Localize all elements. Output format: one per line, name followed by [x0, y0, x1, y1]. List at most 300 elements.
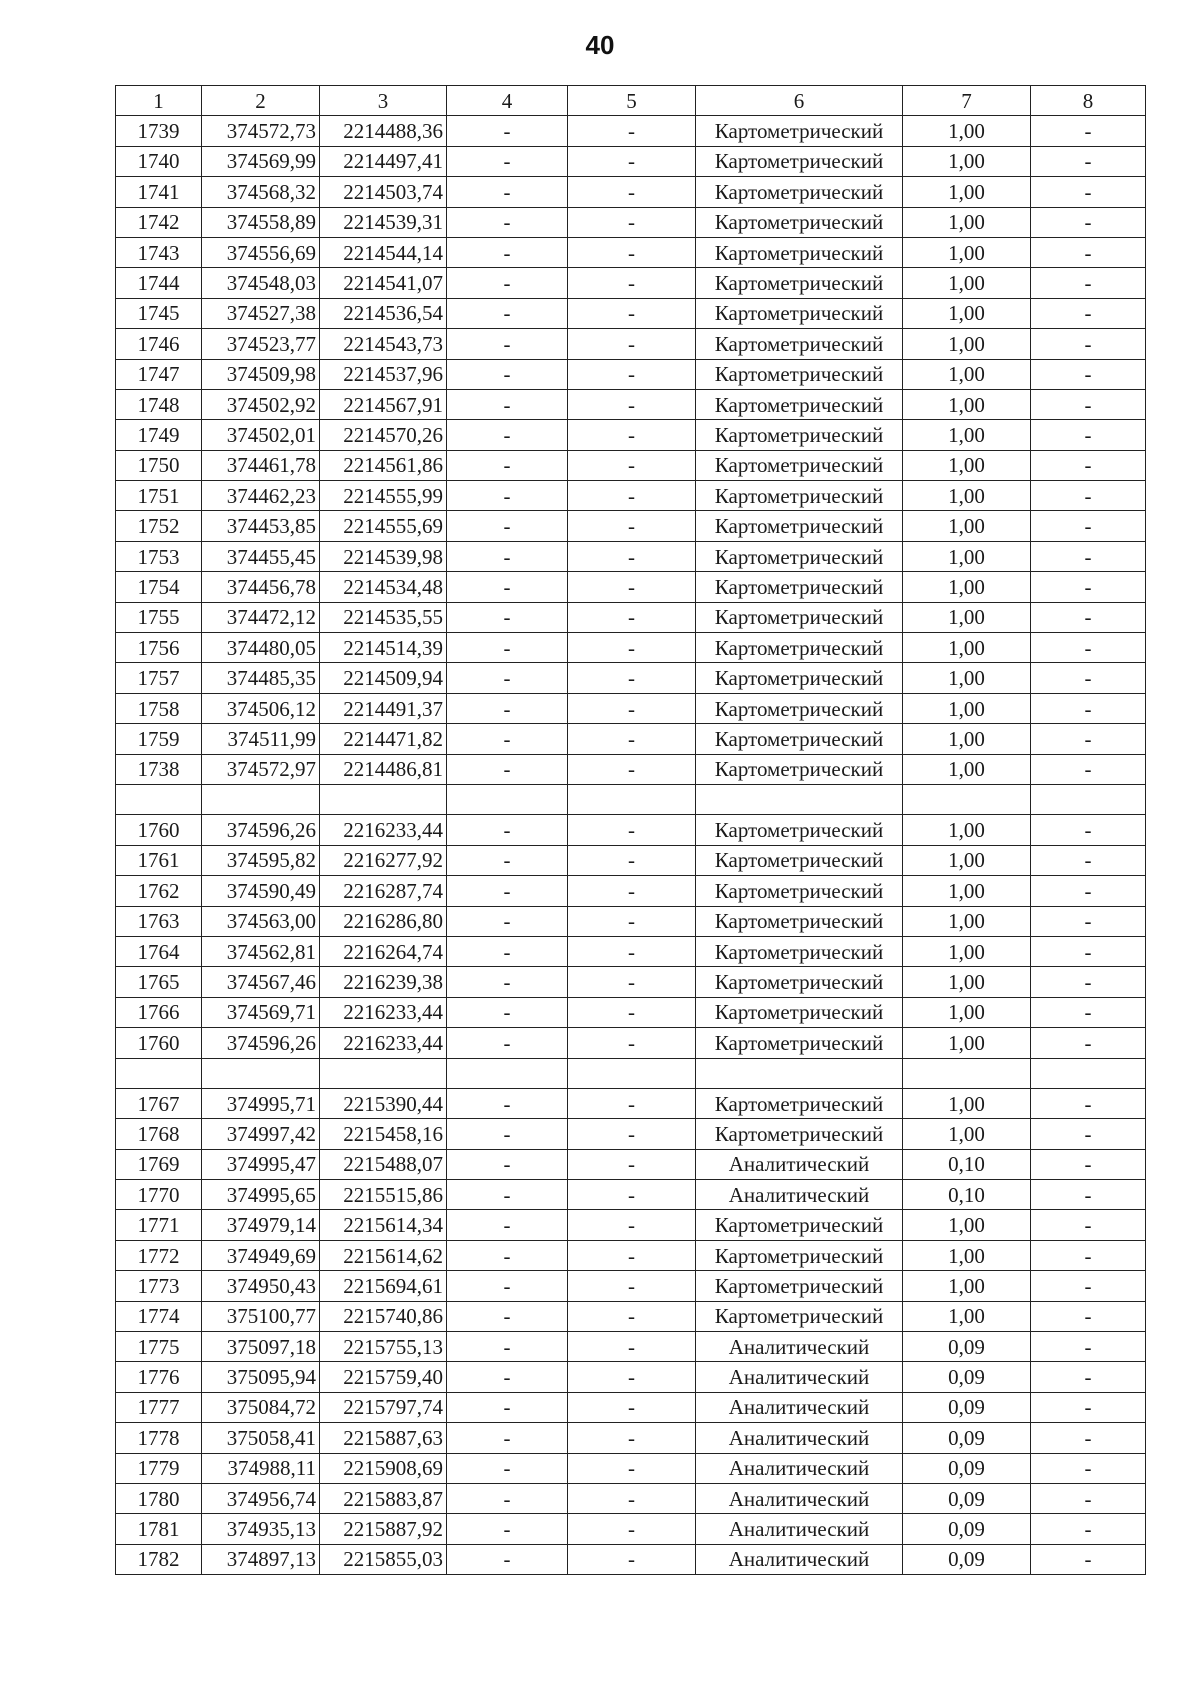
cell-col-4: -	[447, 845, 568, 875]
cell-y-coordinate: 2215855,03	[320, 1544, 447, 1574]
cell-accuracy: 1,00	[903, 420, 1031, 450]
cell-accuracy: 0,09	[903, 1362, 1031, 1392]
cell-accuracy: 0,10	[903, 1149, 1031, 1179]
cell-col-8: -	[1031, 541, 1146, 571]
cell-col-8: -	[1031, 1088, 1146, 1118]
cell-method: Картометрический	[696, 876, 903, 906]
cell-col-4: -	[447, 359, 568, 389]
table-row	[116, 511, 1146, 541]
cell-accuracy: 1,00	[903, 572, 1031, 602]
cell-y-coordinate: 2214543,73	[320, 329, 447, 359]
cell-method: Картометрический	[696, 420, 903, 450]
cell-x-coordinate: 375058,41	[202, 1423, 320, 1453]
cell-accuracy: 0,09	[903, 1453, 1031, 1483]
cell-col-8: -	[1031, 754, 1146, 784]
cell-point-id: 1741	[116, 177, 202, 207]
cell-y-coordinate: 2214491,37	[320, 693, 447, 723]
table-row	[116, 633, 1146, 663]
cell-accuracy: 1,00	[903, 1028, 1031, 1058]
cell-col-5: -	[568, 450, 696, 480]
table-row	[116, 1028, 1146, 1058]
cell-accuracy: 1,00	[903, 754, 1031, 784]
cell-method: Картометрический	[696, 1301, 903, 1331]
cell-x-coordinate: 374455,45	[202, 541, 320, 571]
table-row	[116, 784, 1146, 814]
cell-y-coordinate: 2214555,69	[320, 511, 447, 541]
table-row	[116, 1544, 1146, 1574]
cell-col-5: -	[568, 1301, 696, 1331]
cell-x-coordinate: 374480,05	[202, 633, 320, 663]
cell-x-coordinate	[202, 1058, 320, 1088]
cell-x-coordinate: 374590,49	[202, 876, 320, 906]
table-row	[116, 693, 1146, 723]
cell-accuracy: 1,00	[903, 936, 1031, 966]
cell-point-id: 1745	[116, 298, 202, 328]
cell-col-4: -	[447, 298, 568, 328]
cell-col-8: -	[1031, 1210, 1146, 1240]
cell-col-4: -	[447, 146, 568, 176]
cell-method: Картометрический	[696, 754, 903, 784]
cell-accuracy: 0,09	[903, 1423, 1031, 1453]
cell-point-id: 1748	[116, 389, 202, 419]
table-row	[116, 602, 1146, 632]
cell-point-id: 1773	[116, 1271, 202, 1301]
cell-x-coordinate: 374506,12	[202, 693, 320, 723]
cell-point-id: 1753	[116, 541, 202, 571]
cell-col-8: -	[1031, 389, 1146, 419]
cell-col-4: -	[447, 754, 568, 784]
cell-accuracy: 1,00	[903, 1119, 1031, 1149]
cell-col-4: -	[447, 1271, 568, 1301]
cell-y-coordinate	[320, 1058, 447, 1088]
cell-col-4	[447, 1058, 568, 1088]
cell-method: Картометрический	[696, 541, 903, 571]
cell-method: Аналитический	[696, 1332, 903, 1362]
cell-x-coordinate: 374935,13	[202, 1514, 320, 1544]
cell-col-4: -	[447, 1544, 568, 1574]
cell-col-5: -	[568, 906, 696, 936]
cell-col-5	[568, 784, 696, 814]
cell-col-4: -	[447, 420, 568, 450]
cell-col-5: -	[568, 1514, 696, 1544]
table-row	[116, 1271, 1146, 1301]
cell-y-coordinate: 2215908,69	[320, 1453, 447, 1483]
cell-y-coordinate: 2216277,92	[320, 845, 447, 875]
cell-x-coordinate: 374569,99	[202, 146, 320, 176]
cell-method: Картометрический	[696, 936, 903, 966]
cell-col-8: -	[1031, 1180, 1146, 1210]
cell-method: Картометрический	[696, 268, 903, 298]
cell-method: Картометрический	[696, 359, 903, 389]
cell-y-coordinate: 2214534,48	[320, 572, 447, 602]
cell-col-8: -	[1031, 511, 1146, 541]
table-row	[116, 1180, 1146, 1210]
cell-point-id: 1772	[116, 1240, 202, 1270]
cell-col-8: -	[1031, 1149, 1146, 1179]
cell-x-coordinate: 374527,38	[202, 298, 320, 328]
cell-x-coordinate: 374995,71	[202, 1088, 320, 1118]
cell-col-8: -	[1031, 1028, 1146, 1058]
cell-y-coordinate: 2214555,99	[320, 481, 447, 511]
cell-col-8: -	[1031, 1119, 1146, 1149]
cell-col-8: -	[1031, 967, 1146, 997]
cell-accuracy: 1,00	[903, 602, 1031, 632]
cell-y-coordinate: 2214567,91	[320, 389, 447, 419]
cell-method	[696, 784, 903, 814]
cell-col-5: -	[568, 1271, 696, 1301]
table-row	[116, 997, 1146, 1027]
cell-col-5: -	[568, 1544, 696, 1574]
cell-accuracy: 1,00	[903, 876, 1031, 906]
cell-col-8: -	[1031, 1392, 1146, 1422]
cell-point-id: 1752	[116, 511, 202, 541]
cell-col-4: -	[447, 1514, 568, 1544]
cell-col-5: -	[568, 1240, 696, 1270]
cell-col-8	[1031, 1058, 1146, 1088]
cell-x-coordinate: 374956,74	[202, 1483, 320, 1513]
cell-col-5: -	[568, 602, 696, 632]
cell-accuracy: 1,00	[903, 997, 1031, 1027]
cell-y-coordinate: 2216286,80	[320, 906, 447, 936]
cell-col-5: -	[568, 693, 696, 723]
cell-y-coordinate: 2214539,98	[320, 541, 447, 571]
table-row	[116, 1301, 1146, 1331]
cell-col-4: -	[447, 1423, 568, 1453]
cell-accuracy: 0,10	[903, 1180, 1031, 1210]
cell-col-4: -	[447, 116, 568, 146]
cell-x-coordinate: 374462,23	[202, 481, 320, 511]
cell-point-id: 1762	[116, 876, 202, 906]
cell-col-8: -	[1031, 1362, 1146, 1392]
table-row	[116, 146, 1146, 176]
cell-method: Аналитический	[696, 1362, 903, 1392]
table-row	[116, 389, 1146, 419]
cell-x-coordinate: 374509,98	[202, 359, 320, 389]
table-row	[116, 1514, 1146, 1544]
column-header: 6	[696, 86, 903, 116]
cell-point-id: 1771	[116, 1210, 202, 1240]
cell-point-id: 1760	[116, 1028, 202, 1058]
table-row	[116, 207, 1146, 237]
cell-y-coordinate: 2215797,74	[320, 1392, 447, 1422]
table-row	[116, 876, 1146, 906]
cell-method: Аналитический	[696, 1544, 903, 1574]
cell-col-5: -	[568, 1028, 696, 1058]
cell-col-8: -	[1031, 572, 1146, 602]
table-row	[116, 420, 1146, 450]
cell-method: Аналитический	[696, 1423, 903, 1453]
cell-x-coordinate: 374568,32	[202, 177, 320, 207]
cell-col-4: -	[447, 724, 568, 754]
cell-col-5: -	[568, 1392, 696, 1422]
cell-col-8: -	[1031, 207, 1146, 237]
cell-col-8: -	[1031, 876, 1146, 906]
cell-y-coordinate: 2214570,26	[320, 420, 447, 450]
cell-method: Картометрический	[696, 693, 903, 723]
cell-x-coordinate: 374502,01	[202, 420, 320, 450]
cell-col-4: -	[447, 602, 568, 632]
cell-col-5: -	[568, 845, 696, 875]
cell-point-id: 1740	[116, 146, 202, 176]
cell-col-4: -	[447, 693, 568, 723]
cell-col-5: -	[568, 967, 696, 997]
cell-y-coordinate: 2214486,81	[320, 754, 447, 784]
table-row	[116, 967, 1146, 997]
cell-col-4: -	[447, 237, 568, 267]
cell-col-8: -	[1031, 997, 1146, 1027]
cell-y-coordinate: 2214471,82	[320, 724, 447, 754]
cell-method: Аналитический	[696, 1514, 903, 1544]
cell-y-coordinate: 2215883,87	[320, 1483, 447, 1513]
cell-method: Картометрический	[696, 1210, 903, 1240]
cell-col-4: -	[447, 1180, 568, 1210]
cell-x-coordinate: 374567,46	[202, 967, 320, 997]
cell-accuracy: 1,00	[903, 511, 1031, 541]
cell-method: Аналитический	[696, 1149, 903, 1179]
cell-x-coordinate: 374596,26	[202, 1028, 320, 1058]
cell-accuracy: 1,00	[903, 359, 1031, 389]
cell-point-id: 1769	[116, 1149, 202, 1179]
cell-y-coordinate: 2214514,39	[320, 633, 447, 663]
cell-col-4: -	[447, 906, 568, 936]
cell-x-coordinate: 374453,85	[202, 511, 320, 541]
cell-accuracy: 1,00	[903, 329, 1031, 359]
cell-col-5: -	[568, 237, 696, 267]
cell-point-id: 1768	[116, 1119, 202, 1149]
cell-point-id: 1756	[116, 633, 202, 663]
cell-method: Аналитический	[696, 1180, 903, 1210]
cell-method: Картометрический	[696, 329, 903, 359]
cell-method: Картометрический	[696, 177, 903, 207]
cell-accuracy: 1,00	[903, 1271, 1031, 1301]
table-row	[116, 815, 1146, 845]
cell-point-id: 1751	[116, 481, 202, 511]
cell-col-5: -	[568, 1180, 696, 1210]
cell-col-4	[447, 784, 568, 814]
cell-point-id: 1744	[116, 268, 202, 298]
cell-accuracy: 1,00	[903, 1240, 1031, 1270]
cell-y-coordinate: 2215515,86	[320, 1180, 447, 1210]
cell-method: Картометрический	[696, 906, 903, 936]
cell-col-8: -	[1031, 1271, 1146, 1301]
cell-col-5: -	[568, 1483, 696, 1513]
cell-accuracy: 0,09	[903, 1392, 1031, 1422]
table-row	[116, 1149, 1146, 1179]
cell-accuracy: 0,09	[903, 1514, 1031, 1544]
cell-point-id: 1746	[116, 329, 202, 359]
cell-method: Картометрический	[696, 1028, 903, 1058]
cell-point-id	[116, 1058, 202, 1088]
cell-col-8: -	[1031, 177, 1146, 207]
cell-x-coordinate: 375095,94	[202, 1362, 320, 1392]
cell-col-8: -	[1031, 359, 1146, 389]
cell-accuracy	[903, 784, 1031, 814]
cell-col-4: -	[447, 389, 568, 419]
cell-accuracy: 1,00	[903, 541, 1031, 571]
cell-x-coordinate: 374502,92	[202, 389, 320, 419]
table-row	[116, 329, 1146, 359]
cell-x-coordinate	[202, 784, 320, 814]
cell-col-4: -	[447, 1453, 568, 1483]
cell-col-8: -	[1031, 1240, 1146, 1270]
cell-col-4: -	[447, 663, 568, 693]
cell-method: Картометрический	[696, 1271, 903, 1301]
cell-method: Картометрический	[696, 1119, 903, 1149]
cell-method: Картометрический	[696, 481, 903, 511]
cell-point-id: 1759	[116, 724, 202, 754]
cell-col-5: -	[568, 1149, 696, 1179]
table-row	[116, 481, 1146, 511]
cell-accuracy: 1,00	[903, 268, 1031, 298]
table-row	[116, 1423, 1146, 1453]
cell-accuracy: 0,09	[903, 1544, 1031, 1574]
cell-col-4: -	[447, 815, 568, 845]
cell-col-5: -	[568, 815, 696, 845]
column-header: 4	[447, 86, 568, 116]
cell-method: Аналитический	[696, 1392, 903, 1422]
cell-col-4: -	[447, 511, 568, 541]
cell-col-5: -	[568, 207, 696, 237]
cell-x-coordinate: 374563,00	[202, 906, 320, 936]
table-row	[116, 359, 1146, 389]
cell-col-5: -	[568, 420, 696, 450]
cell-method: Картометрический	[696, 663, 903, 693]
cell-y-coordinate: 2214497,41	[320, 146, 447, 176]
cell-x-coordinate: 375097,18	[202, 1332, 320, 1362]
cell-accuracy: 1,00	[903, 389, 1031, 419]
cell-x-coordinate: 374556,69	[202, 237, 320, 267]
cell-method: Картометрический	[696, 815, 903, 845]
cell-x-coordinate: 375084,72	[202, 1392, 320, 1422]
cell-col-5: -	[568, 633, 696, 663]
cell-point-id: 1743	[116, 237, 202, 267]
cell-col-5: -	[568, 1088, 696, 1118]
cell-col-5: -	[568, 754, 696, 784]
cell-method: Картометрический	[696, 967, 903, 997]
table-row	[116, 541, 1146, 571]
cell-col-5: -	[568, 177, 696, 207]
table-row	[116, 237, 1146, 267]
cell-y-coordinate: 2214536,54	[320, 298, 447, 328]
cell-y-coordinate: 2215614,34	[320, 1210, 447, 1240]
table-row	[116, 177, 1146, 207]
cell-point-id	[116, 784, 202, 814]
table-row	[116, 1392, 1146, 1422]
cell-accuracy: 1,00	[903, 1301, 1031, 1331]
cell-col-4: -	[447, 572, 568, 602]
cell-col-4: -	[447, 1240, 568, 1270]
cell-col-8: -	[1031, 724, 1146, 754]
cell-x-coordinate: 374995,47	[202, 1149, 320, 1179]
cell-col-5: -	[568, 1332, 696, 1362]
cell-accuracy: 1,00	[903, 815, 1031, 845]
table-row	[116, 1453, 1146, 1483]
cell-x-coordinate: 374558,89	[202, 207, 320, 237]
cell-col-4: -	[447, 450, 568, 480]
cell-x-coordinate: 374897,13	[202, 1544, 320, 1574]
cell-accuracy: 1,00	[903, 146, 1031, 176]
column-header: 7	[903, 86, 1031, 116]
cell-col-8: -	[1031, 1544, 1146, 1574]
column-header: 2	[202, 86, 320, 116]
cell-method: Картометрический	[696, 389, 903, 419]
cell-col-5: -	[568, 663, 696, 693]
cell-y-coordinate: 2214544,14	[320, 237, 447, 267]
cell-x-coordinate: 374562,81	[202, 936, 320, 966]
cell-method: Картометрический	[696, 511, 903, 541]
cell-accuracy: 1,00	[903, 663, 1031, 693]
cell-y-coordinate: 2216233,44	[320, 1028, 447, 1058]
cell-point-id: 1739	[116, 116, 202, 146]
cell-col-8: -	[1031, 420, 1146, 450]
cell-x-coordinate: 374995,65	[202, 1180, 320, 1210]
cell-point-id: 1750	[116, 450, 202, 480]
cell-col-8: -	[1031, 1453, 1146, 1483]
cell-col-8: -	[1031, 663, 1146, 693]
cell-accuracy: 1,00	[903, 967, 1031, 997]
cell-col-4: -	[447, 329, 568, 359]
cell-col-4: -	[447, 936, 568, 966]
cell-accuracy: 1,00	[903, 177, 1031, 207]
cell-y-coordinate: 2216233,44	[320, 997, 447, 1027]
cell-y-coordinate: 2215887,63	[320, 1423, 447, 1453]
cell-point-id: 1782	[116, 1544, 202, 1574]
cell-x-coordinate: 374988,11	[202, 1453, 320, 1483]
cell-col-4: -	[447, 997, 568, 1027]
cell-point-id: 1758	[116, 693, 202, 723]
cell-col-4: -	[447, 1028, 568, 1058]
cell-col-5: -	[568, 1423, 696, 1453]
cell-point-id: 1780	[116, 1483, 202, 1513]
cell-col-5: -	[568, 876, 696, 906]
cell-y-coordinate: 2214537,96	[320, 359, 447, 389]
cell-col-8: -	[1031, 815, 1146, 845]
cell-method: Картометрический	[696, 450, 903, 480]
cell-point-id: 1755	[116, 602, 202, 632]
cell-y-coordinate: 2215887,92	[320, 1514, 447, 1544]
cell-col-8: -	[1031, 936, 1146, 966]
cell-col-8: -	[1031, 237, 1146, 267]
cell-col-8: -	[1031, 298, 1146, 328]
cell-col-5: -	[568, 1362, 696, 1392]
cell-x-coordinate: 374456,78	[202, 572, 320, 602]
table-row	[116, 1483, 1146, 1513]
table-row	[116, 268, 1146, 298]
cell-accuracy: 1,00	[903, 1210, 1031, 1240]
cell-x-coordinate: 374511,99	[202, 724, 320, 754]
cell-accuracy: 1,00	[903, 481, 1031, 511]
cell-method: Картометрический	[696, 1240, 903, 1270]
cell-col-8: -	[1031, 693, 1146, 723]
cell-accuracy: 1,00	[903, 724, 1031, 754]
table-row	[116, 906, 1146, 936]
cell-y-coordinate: 2214539,31	[320, 207, 447, 237]
table-header-row	[116, 86, 1146, 116]
cell-col-8: -	[1031, 481, 1146, 511]
cell-x-coordinate: 374572,73	[202, 116, 320, 146]
table-row	[116, 936, 1146, 966]
table-row	[116, 298, 1146, 328]
cell-method: Картометрический	[696, 1088, 903, 1118]
cell-y-coordinate: 2214503,74	[320, 177, 447, 207]
cell-accuracy: 1,00	[903, 207, 1031, 237]
cell-col-4: -	[447, 967, 568, 997]
cell-col-4: -	[447, 1149, 568, 1179]
table-body	[116, 116, 1146, 1575]
table-row	[116, 1332, 1146, 1362]
cell-point-id: 1770	[116, 1180, 202, 1210]
cell-point-id: 1760	[116, 815, 202, 845]
